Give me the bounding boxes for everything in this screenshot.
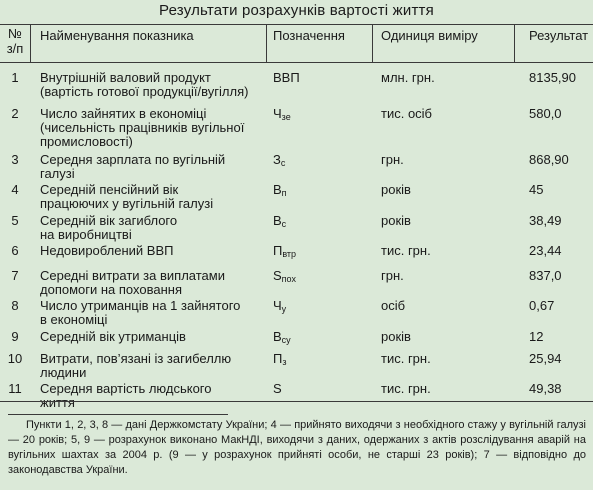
row-name: Число утриманців на 1 зайнятого [40,298,241,313]
row-symbol [273,381,282,396]
row-name: допомоги на поховання [40,282,182,297]
row-name: промисловості) [40,134,133,149]
symbol-main: В [273,182,282,197]
symbol-main: З [273,152,281,167]
row-result: 0,67 [529,298,555,313]
row-name: в економіці [40,312,108,327]
row-result: 49,38 [529,381,562,396]
row-symbol [273,106,291,125]
row-result: 38,49 [529,213,562,228]
row-num: 4 [11,182,19,197]
row-symbol [273,351,286,370]
row-num: 3 [11,152,19,167]
row-num: 2 [11,106,19,121]
row-unit: тис. осіб [381,106,433,121]
row-result: 45 [529,182,544,197]
header-divider [30,24,31,62]
row-result: 8135,90 [529,70,576,85]
header-divider [372,24,373,62]
row-name: на виробництві [40,227,132,242]
row-symbol [273,70,300,85]
row-num: 9 [11,329,19,344]
footnote: Пункти 1, 2, 3, 8 — дані Держкомстату України; 4 — прийнято виходячи з необхідного стажу у вугільній галузі — 20 років; 5, 9 — розрахунок виконано МакНДІ, виходячи з даних, одержаних з актів розслідування аварій на вугільних шахтах за 2004 р. (9 — у розрахунок прийняті особи, не старші 23 років); 7 — відповідно до законодавства України. [8,419,586,476]
row-symbol [273,268,296,287]
row-result: 23,44 [529,243,562,258]
symbol-main: П [273,243,283,258]
symbol-main: ВВП [273,70,300,85]
header-num: № з/п [6,26,24,56]
row-result: 12 [529,329,544,344]
row-name: Недовироблений ВВП [40,243,174,258]
row-name: Внутрішній валовий продукт [40,70,211,85]
row-unit: грн. [381,268,404,283]
row-num: 5 [11,213,19,228]
header-result: Результат [529,28,589,43]
symbol-subscript: втр [282,249,297,259]
symbol-main: В [273,329,282,344]
header-divider [266,24,267,62]
symbol-subscript: с [280,158,286,168]
row-name: життя [40,395,75,410]
row-num: 1 [11,70,19,85]
row-unit: років [381,213,411,228]
row-num: 6 [11,243,19,258]
row-symbol [273,243,296,262]
row-num: 10 [7,351,23,366]
row-name: (вартість готової продукції/вугілля) [40,84,249,99]
row-name: Середній вік загиблого [40,213,178,228]
row-name: Середній вік утриманців [40,329,186,344]
footnote-rule [8,414,228,415]
row-symbol [273,298,286,317]
row-name: Число зайнятих в економіці [40,106,207,121]
row-symbol [273,329,291,348]
symbol-main: S [273,268,282,283]
row-name: Витрати, пов’язані із загибеллю [40,351,232,366]
header-name: Найменування показника [40,28,194,43]
row-name: Середні витрати за виплатами [40,268,225,283]
symbol-main: S [273,381,282,396]
row-unit: тис. грн. [381,351,431,366]
symbol-subscript: пох [281,274,296,284]
symbol-subscript: с [281,219,287,229]
row-name: (чисельність працівників вугільної [40,120,245,135]
table-top-rule [0,24,593,25]
symbol-main: Ч [273,298,282,313]
row-symbol [273,213,286,232]
row-symbol [273,152,285,171]
row-num: 8 [11,298,19,313]
row-name: Середня вартість людського [40,381,212,396]
header-symbol: Позначення [273,28,345,43]
symbol-subscript: з [282,357,287,367]
page-title: Результати розрахунків вартості життя [159,2,434,19]
header-divider [514,24,515,62]
row-result: 868,90 [529,152,569,167]
row-unit: грн. [381,152,404,167]
row-symbol [273,182,287,201]
row-result: 25,94 [529,351,562,366]
row-unit: млн. грн. [381,70,435,85]
symbol-main: В [273,213,282,228]
row-name: галузі [40,166,75,181]
row-name: Середня зарплата по вугільній [40,152,226,167]
row-name: працюючих у вугільній галузі [40,196,214,211]
row-unit: років [381,329,411,344]
row-unit: років [381,182,411,197]
row-unit: тис. грн. [381,243,431,258]
table-bottom-rule [0,401,593,402]
header-unit: Одиниця виміру [381,28,478,43]
row-name: людини [40,365,87,380]
symbol-subscript: у [281,304,287,314]
symbol-subscript: п [281,188,287,198]
row-result: 580,0 [529,106,562,121]
row-result: 837,0 [529,268,562,283]
row-unit: осіб [381,298,406,313]
symbol-subscript: су [281,335,291,345]
row-unit: тис. грн. [381,381,431,396]
table-header-rule [0,62,593,63]
symbol-main: Ч [273,106,282,121]
row-num: 11 [8,381,22,396]
row-name: Середній пенсійний вік [40,182,179,197]
symbol-main: П [273,351,283,366]
symbol-subscript: зе [281,112,291,122]
row-num: 7 [11,268,19,283]
